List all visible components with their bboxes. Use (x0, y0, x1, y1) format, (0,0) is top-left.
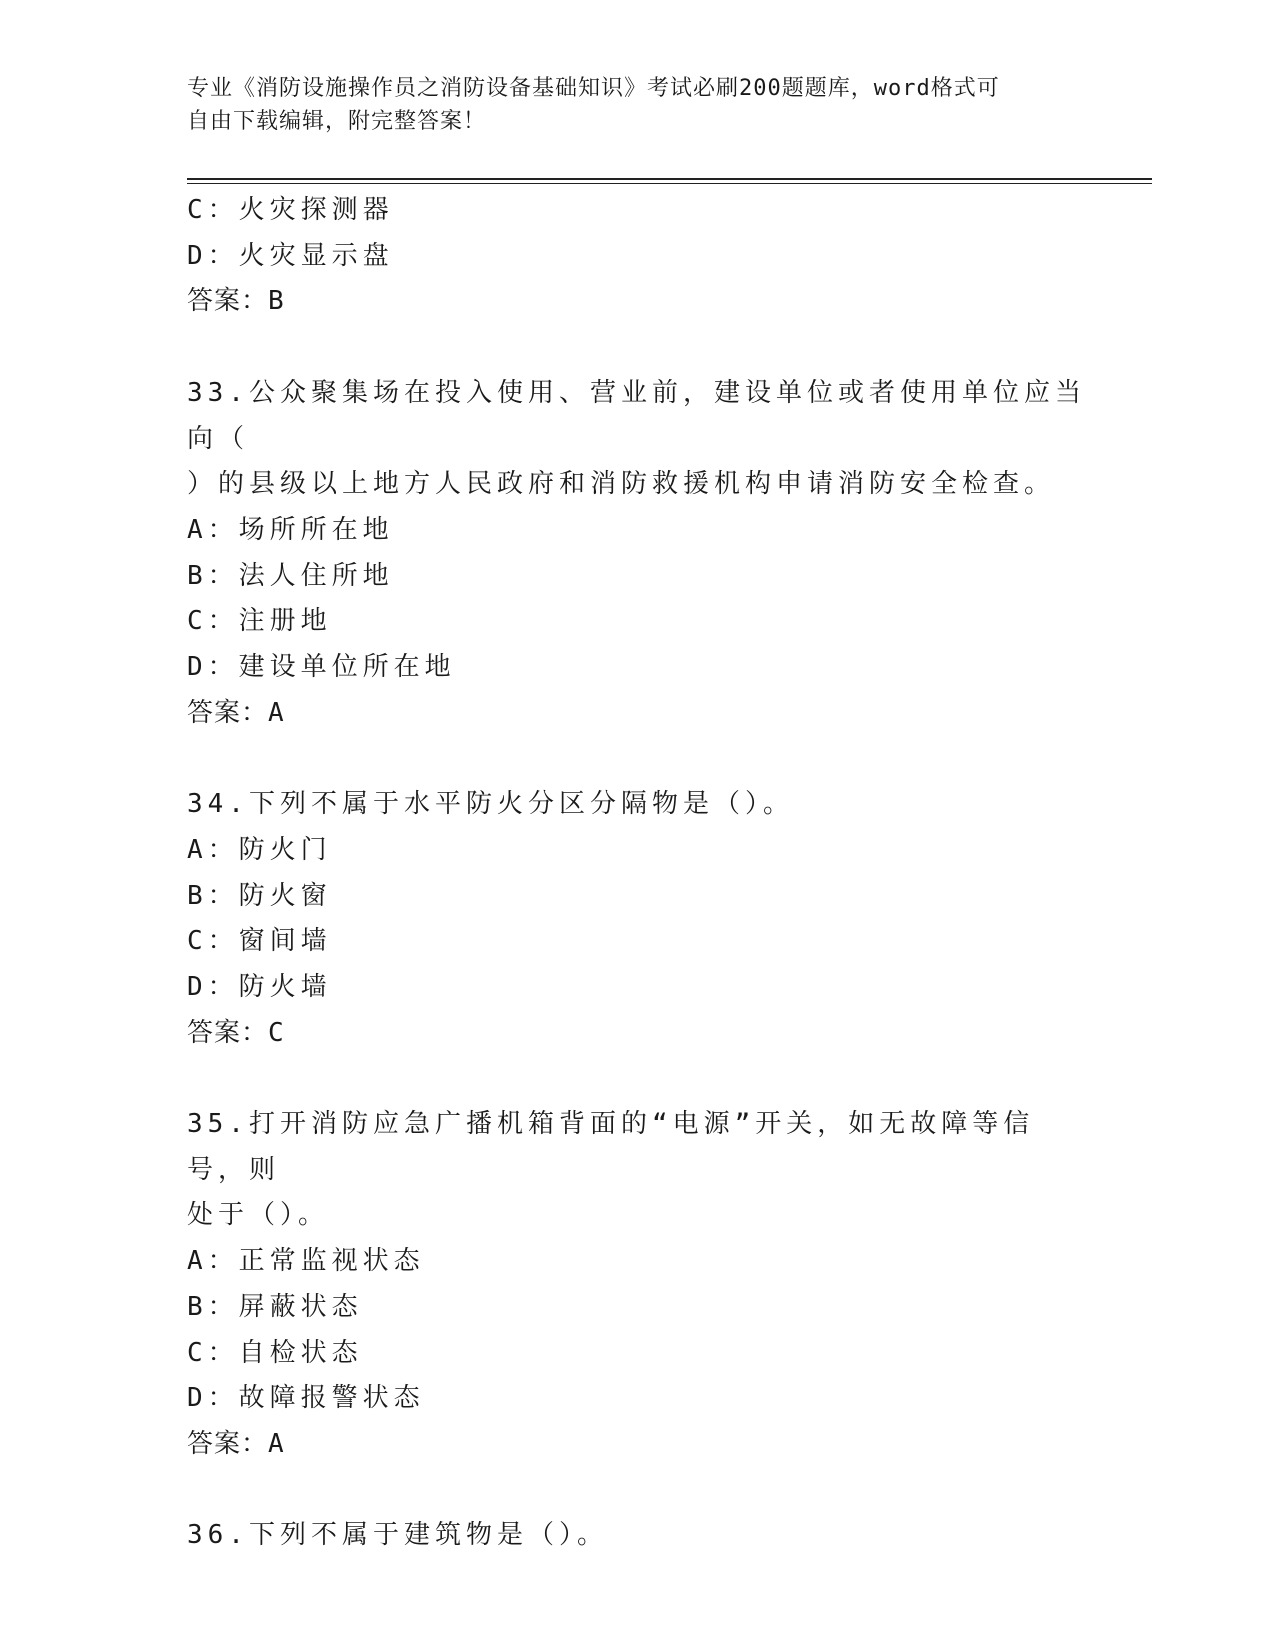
option-d: D：防火墙 (187, 971, 332, 1002)
option-c: C：注册地 (187, 606, 332, 637)
option-b: B：屏蔽状态 (187, 1291, 363, 1322)
option-c: C：火灾探测器 (187, 195, 394, 225)
answer: 答案：B (187, 286, 285, 317)
header-rule-thick (187, 178, 1152, 180)
question-block-35 (187, 1102, 1087, 1468)
question-stem-continued: ）的县级以上地方人民政府和消防救援机构申请消防安全检查。 (187, 469, 1056, 500)
option-b: B：防火窗 (187, 880, 332, 911)
answer: 答案：A (187, 697, 285, 728)
option-d: D：火灾显示盘 (187, 240, 394, 271)
question-stem: 35.打开消防应急广播机箱背面的“电源”开关，如无故障等信号，则 (187, 1109, 1035, 1185)
question-block-33 (187, 371, 1087, 737)
option-d: D：建设单位所在地 (187, 652, 456, 683)
option-a: A：防火门 (187, 834, 332, 865)
spacer (187, 736, 1087, 782)
document-header (187, 72, 1067, 138)
answer: 答案：A (187, 1428, 285, 1459)
question-stem: 33.公众聚集场在投入使用、营业前，建设单位或者使用单位应当向（ (187, 377, 1086, 454)
question-list (187, 188, 1087, 1559)
question-stem: 34.下列不属于水平防火分区分隔物是（）。 (187, 789, 794, 820)
header-line-1: 专业《消防设施操作员之消防设备基础知识》考试必刷200题题库，word格式可 (187, 76, 1000, 101)
option-a: A：正常监视状态 (187, 1246, 425, 1277)
question-stem-continued: 处于（）。 (187, 1200, 330, 1231)
option-c: C：自检状态 (187, 1337, 363, 1368)
spacer (187, 325, 1087, 371)
header-line-2: 自由下载编辑，附完整答案！ (187, 109, 487, 134)
option-a: A：场所所在地 (187, 514, 394, 545)
option-d: D：故障报警状态 (187, 1383, 425, 1414)
question-stem: 36.下列不属于建筑物是（）。 (187, 1520, 608, 1551)
header-rule-thin (187, 183, 1152, 184)
question-block-prev (187, 188, 1087, 325)
option-c: C：窗间墙 (187, 926, 332, 957)
spacer (187, 1056, 1087, 1102)
option-b: B：法人住所地 (187, 560, 394, 591)
question-block-36 (187, 1513, 1087, 1559)
answer: 答案：C (187, 1017, 285, 1048)
question-block-34 (187, 782, 1087, 1056)
spacer (187, 1468, 1087, 1514)
